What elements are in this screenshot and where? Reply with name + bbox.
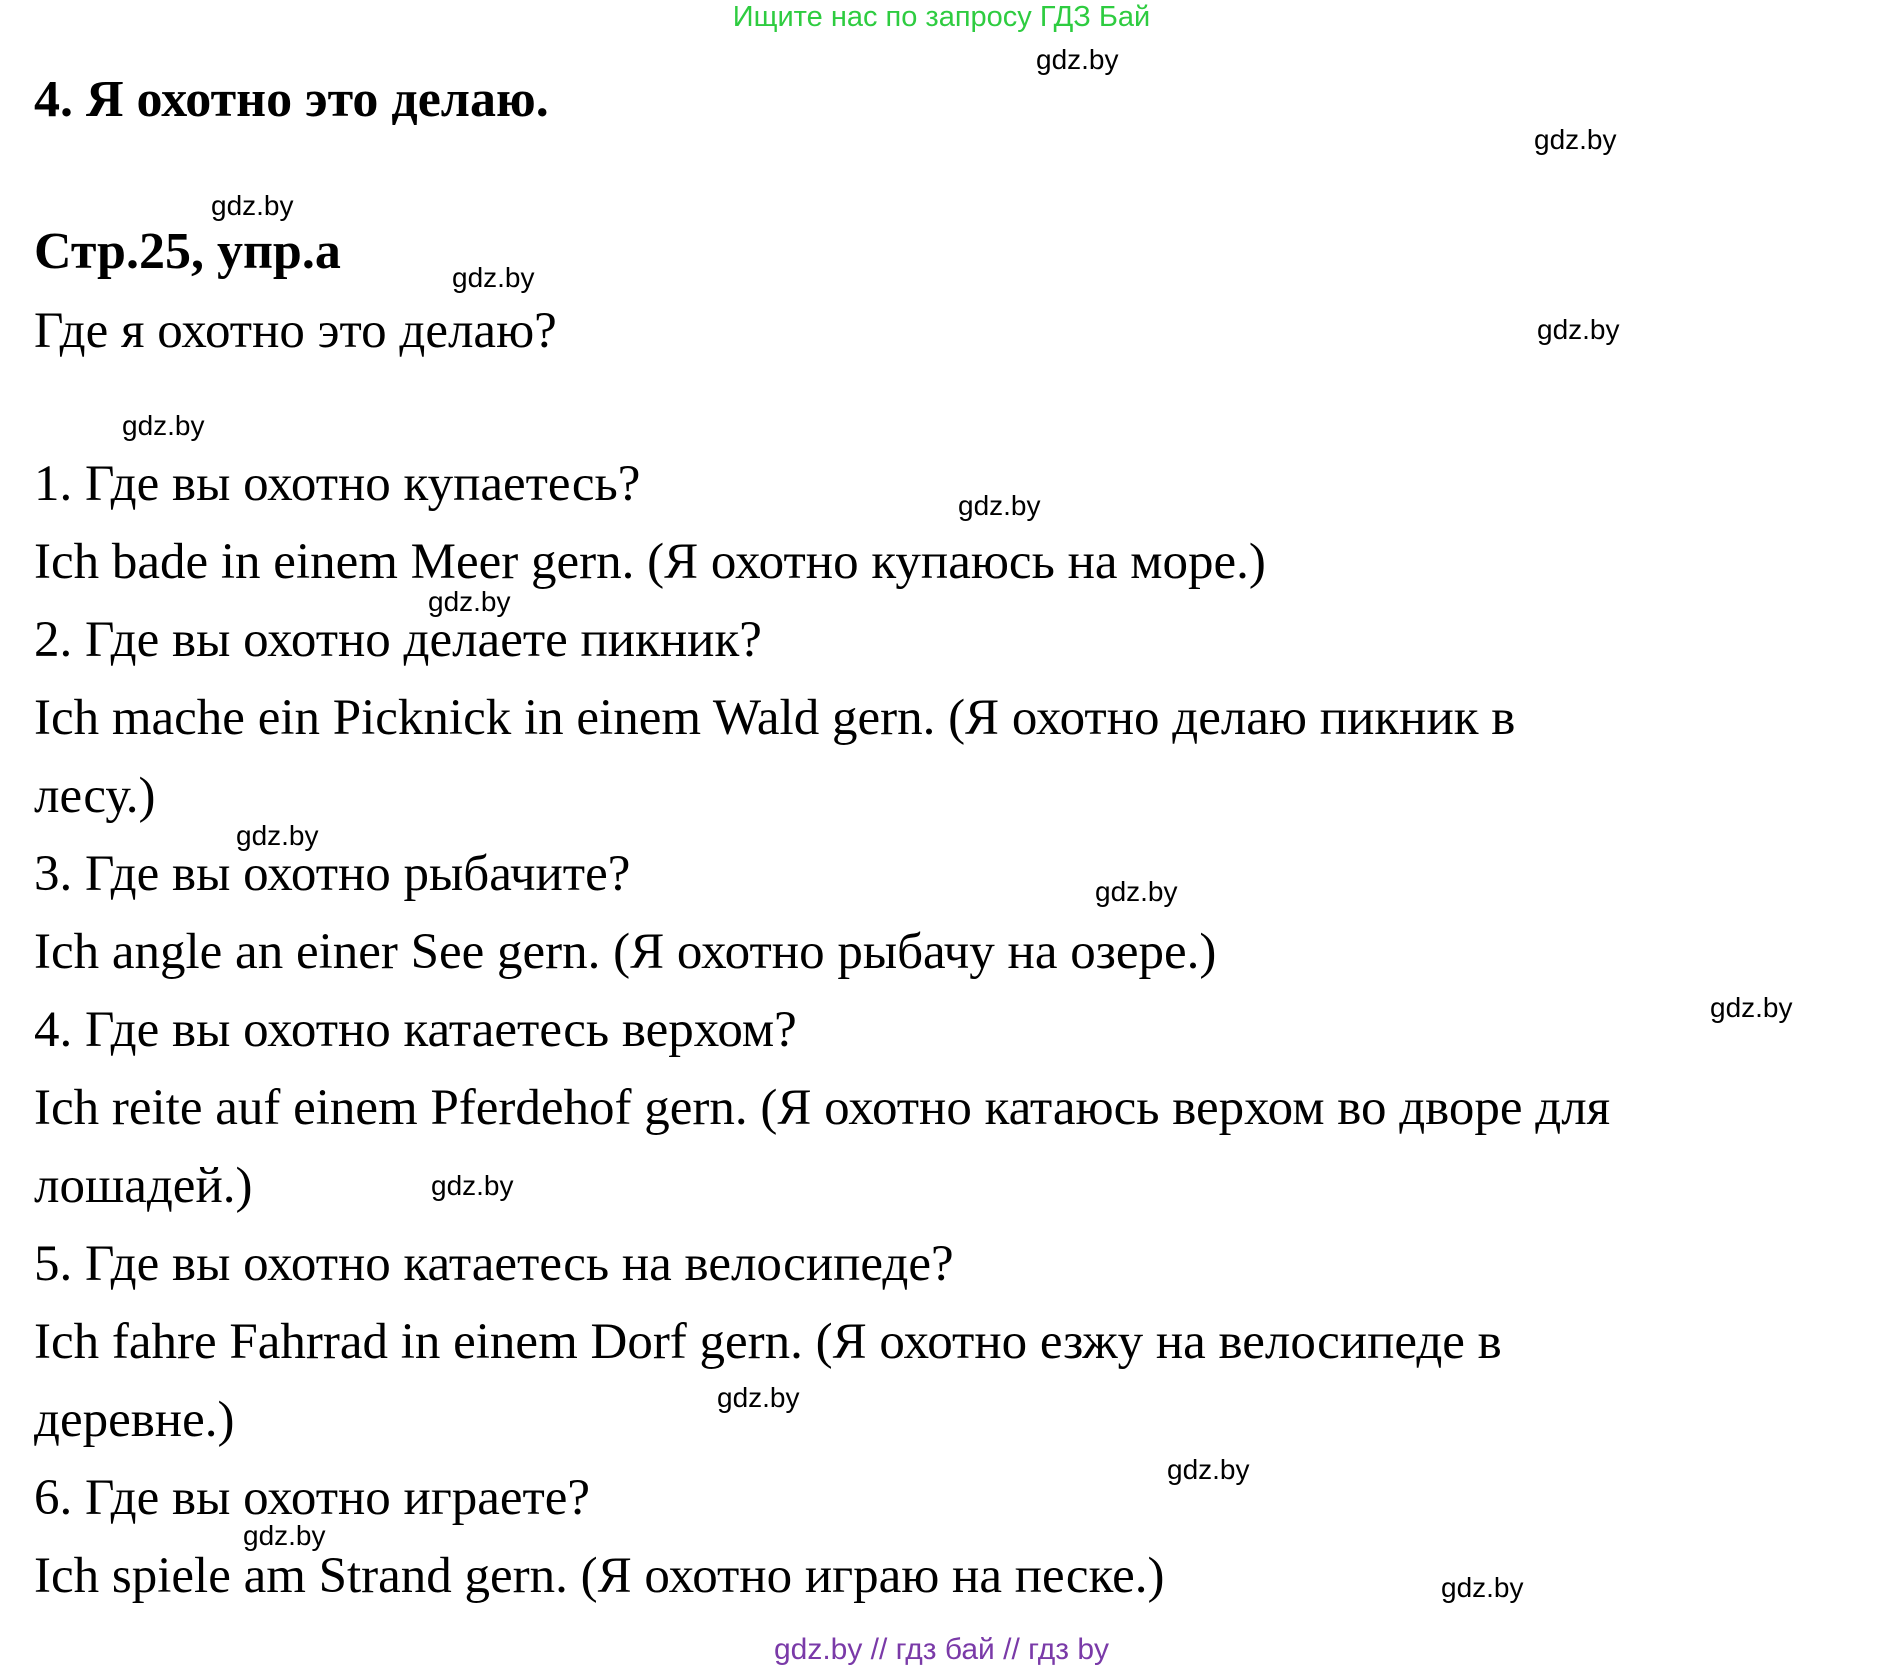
question-4: 4. Где вы охотно катаетесь верхом?	[34, 1002, 797, 1058]
top-banner: Ищите нас по запросу ГДЗ Бай	[732, 1, 1151, 33]
watermark: gdz.by	[236, 820, 319, 851]
page-title: 4. Я охотно это делаю.	[34, 71, 549, 128]
watermark: gdz.by	[1167, 1454, 1250, 1485]
watermark: gdz.by	[1441, 1572, 1524, 1603]
watermark: gdz.by	[1537, 314, 1620, 345]
watermark: gdz.by	[958, 490, 1041, 521]
watermark: gdz.by	[717, 1382, 800, 1413]
answer-3: Ich angle an einer See gern. (Я охотно рыбачу на озере.)	[34, 924, 1217, 980]
answer-4-continued: лошадей.)	[34, 1158, 253, 1214]
footer-links: gdz.by // гдз бай // гдз by	[773, 1633, 1110, 1666]
question-3: 3. Где вы охотно рыбачите?	[34, 846, 631, 902]
watermark: gdz.by	[431, 1170, 514, 1201]
answer-5: Ich fahre Fahrrad in einem Dorf gern. (Я охотно езжу на велосипеде в	[34, 1314, 1502, 1370]
watermark: gdz.by	[211, 190, 294, 221]
answer-2-continued: лесу.)	[34, 768, 156, 824]
answer-4: Ich reite auf einem Pferdehof gern. (Я охотно катаюсь верхом во дворе для	[34, 1080, 1611, 1136]
question-2: 2. Где вы охотно делаете пикник?	[34, 612, 762, 668]
watermark: gdz.by	[428, 586, 511, 617]
answer-1: Ich bade in einem Meer gern. (Я охотно купаюсь на море.)	[34, 534, 1266, 590]
watermark: gdz.by	[122, 410, 205, 441]
watermark: gdz.by	[452, 262, 535, 293]
watermark: gdz.by	[243, 1520, 326, 1551]
watermark: gdz.by	[1095, 876, 1178, 907]
answer-2: Ich mache ein Picknick in einem Wald gern. (Я охотно делаю пикник в	[34, 690, 1516, 746]
intro-question: Где я охотно это делаю?	[34, 303, 557, 359]
question-1: 1. Где вы охотно купаетесь?	[34, 456, 641, 512]
watermark: gdz.by	[1534, 124, 1617, 155]
question-6: 6. Где вы охотно играете?	[34, 1470, 591, 1526]
question-5: 5. Где вы охотно катаетесь на велосипеде?	[34, 1236, 954, 1292]
answer-6: Ich spiele am Strand gern. (Я охотно играю на песке.)	[34, 1548, 1165, 1604]
watermark: gdz.by	[1710, 992, 1793, 1023]
exercise-heading: Стр.25, упр.а	[34, 223, 341, 280]
watermark: gdz.by	[1036, 44, 1119, 75]
answer-5-continued: деревне.)	[34, 1392, 235, 1448]
